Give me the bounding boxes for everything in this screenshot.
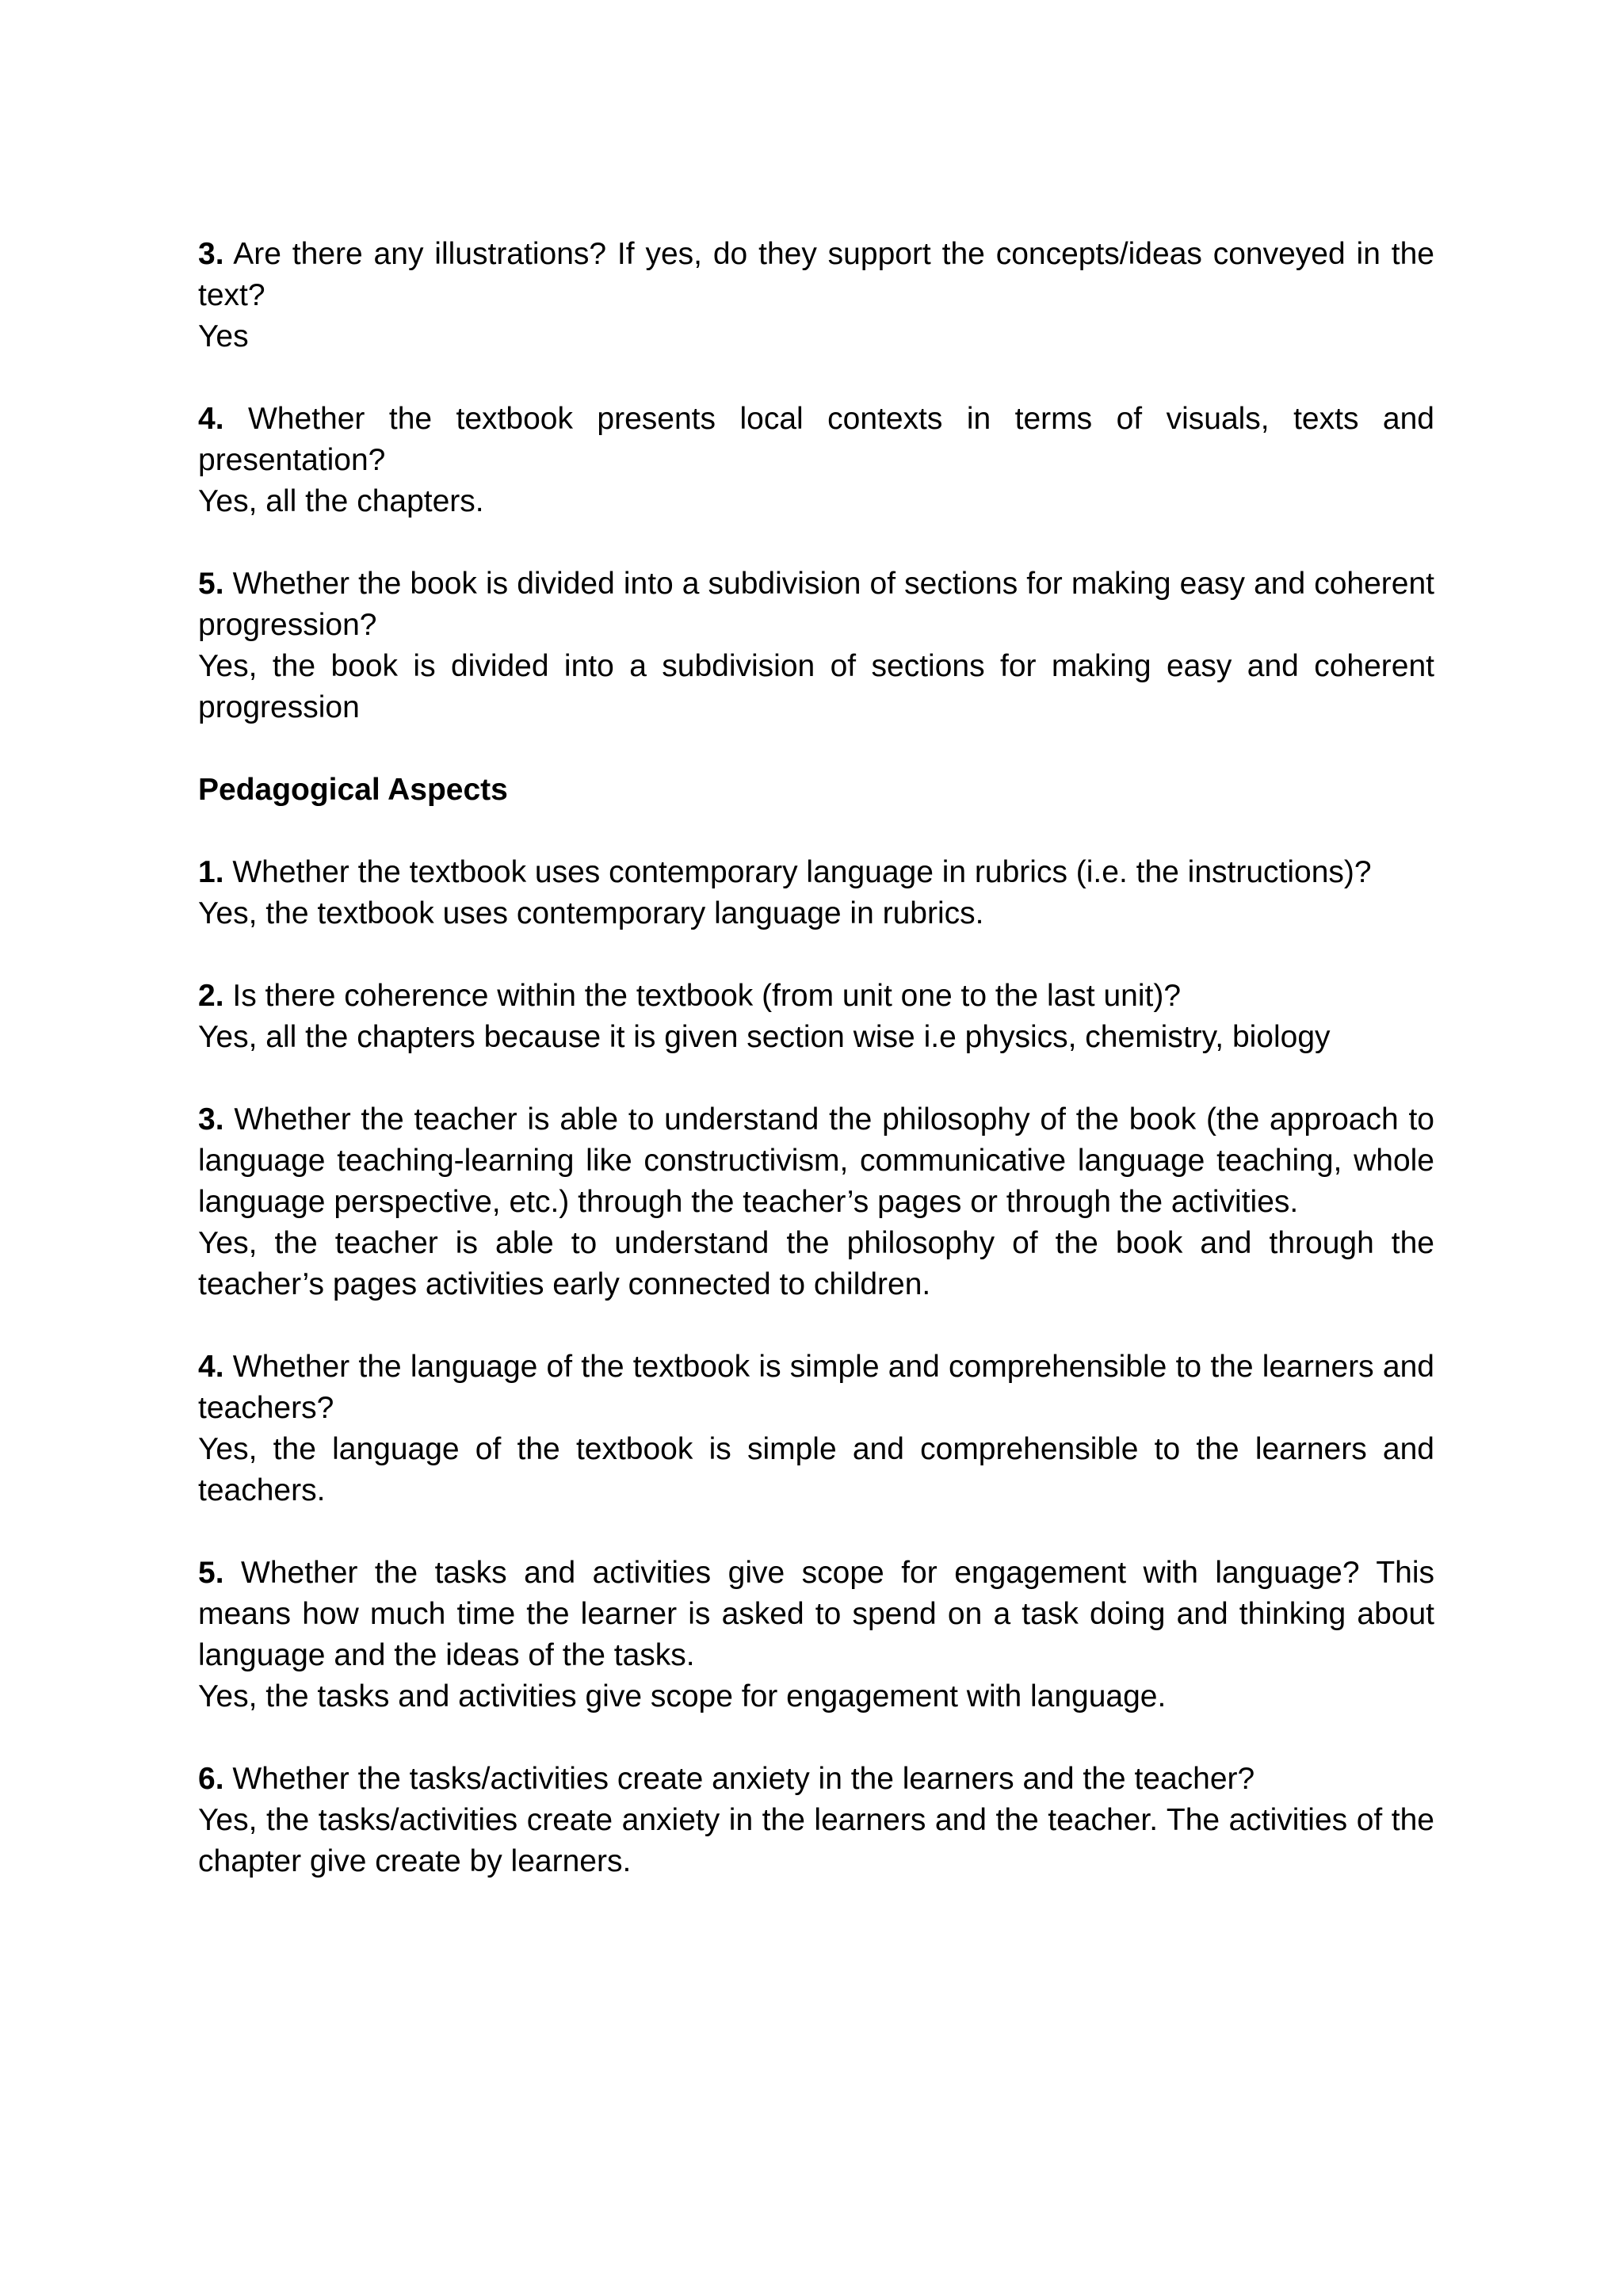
- question-text: [198, 399, 1434, 481]
- answer-text: Yes, all the chapters because it is given section wise i.e physics, chemistry, biology: [198, 1020, 1331, 1054]
- answer-text: Yes, all the chapters.: [198, 484, 484, 518]
- question-number: 3.: [198, 1102, 224, 1137]
- question-number: 5.: [198, 1556, 224, 1590]
- question-number: 4.: [198, 1350, 224, 1384]
- question-number: 5.: [198, 567, 224, 601]
- question-body: Whether the language of the textbook is simple and comprehensible to the learners and teachers?: [198, 1350, 1434, 1425]
- question-text: [198, 234, 1434, 316]
- answer-text: Yes, the book is divided into a subdivision of sections for making easy and coherent progression: [198, 649, 1434, 724]
- question-body: Whether the tasks and activities give scope for engagement with language? This means how much time the learner is asked to spend on a task doing and thinking about language and the ideas of the tasks.: [198, 1556, 1434, 1672]
- answer-text: Yes, the teacher is able to understand the philosophy of the book and through the teacher’s pages activities early connected to children.: [198, 1226, 1434, 1301]
- question-text: [198, 976, 1434, 1017]
- question-block: [198, 399, 1434, 522]
- question-block: [198, 234, 1434, 357]
- question-text: [198, 1759, 1434, 1800]
- question-text: [198, 1347, 1434, 1429]
- answer-text: Yes: [198, 319, 249, 353]
- question-block: [198, 852, 1434, 934]
- question-block: [198, 976, 1434, 1058]
- answer-text: Yes, the tasks and activities give scope for engagement with language.: [198, 1679, 1167, 1713]
- question-number: 1.: [198, 855, 224, 889]
- question-text: [198, 563, 1434, 646]
- question-block: [198, 563, 1434, 728]
- question-number: 3.: [198, 237, 224, 271]
- answer-text: Yes, the textbook uses contemporary language in rubrics.: [198, 896, 984, 930]
- question-block: [198, 1099, 1434, 1305]
- question-body: Whether the book is divided into a subdivision of sections for making easy and coherent progression?: [198, 567, 1434, 642]
- question-number: 2.: [198, 979, 224, 1013]
- question-body: Is there coherence within the textbook (from unit one to the last unit)?: [232, 979, 1182, 1013]
- question-number: 4.: [198, 402, 224, 436]
- question-text: [198, 852, 1434, 893]
- answer-text: Yes, the tasks/activities create anxiety in the learners and the teacher. The activities of the chapter give create by learners.: [198, 1803, 1434, 1878]
- question-body: Whether the textbook uses contemporary language in rubrics (i.e. the instructions)?: [232, 855, 1372, 889]
- question-body: Whether the teacher is able to understand the philosophy of the book (the approach to language teaching-learning like constructivism, communicative language teaching, whole language perspective, etc.) through the teacher’s pages or through the activities.: [198, 1102, 1434, 1219]
- question-number: 6.: [198, 1762, 224, 1796]
- question-body: Whether the tasks/activities create anxiety in the learners and the teacher?: [232, 1762, 1255, 1796]
- section-heading: Pedagogical Aspects: [198, 773, 508, 807]
- question-body: Whether the textbook presents local contexts in terms of visuals, texts and presentation?: [198, 402, 1434, 477]
- question-block: [198, 1759, 1434, 1882]
- document-page: [198, 234, 1434, 1924]
- question-body: Are there any illustrations? If yes, do they support the concepts/ideas conveyed in the text?: [198, 237, 1434, 312]
- question-text: [198, 1553, 1434, 1676]
- question-block: [198, 1553, 1434, 1717]
- question-block: [198, 1347, 1434, 1511]
- question-text: [198, 1099, 1434, 1223]
- answer-text: Yes, the language of the textbook is simple and comprehensible to the learners and teachers.: [198, 1432, 1434, 1507]
